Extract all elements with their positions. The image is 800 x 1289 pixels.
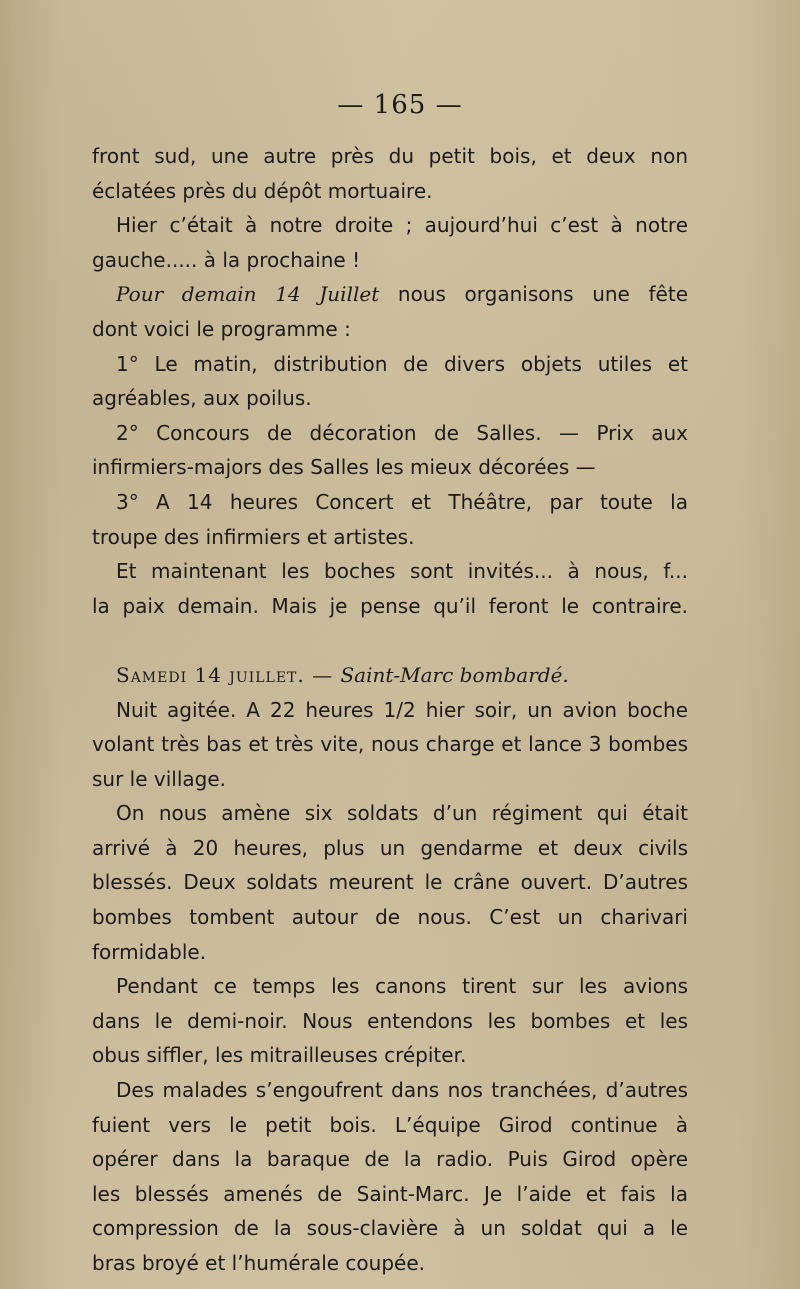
text-line	[92, 208, 688, 243]
text-line	[92, 589, 688, 624]
line-text: On nous amène six soldats d’un régiment qui était	[116, 801, 688, 826]
text-line	[92, 416, 688, 451]
line-text: 1° Le matin, distribution de divers objets utiles et	[116, 351, 688, 376]
text-line	[92, 347, 688, 382]
text-line	[92, 762, 688, 797]
line-text: nous organisons une fête	[397, 282, 688, 307]
page-number: — 165 —	[337, 90, 463, 120]
line-text: fuient vers le petit bois. L’équipe Girod continue à	[92, 1112, 688, 1137]
paragraph-gap	[92, 623, 688, 658]
text-line	[92, 277, 688, 312]
text-line	[92, 935, 688, 970]
line-text: volant très bas et très vite, nous charge et lance 3 bombes	[92, 732, 688, 757]
text-line	[92, 865, 688, 900]
text-line	[92, 554, 688, 589]
text-line	[92, 381, 688, 416]
text-line	[92, 1004, 688, 1039]
text-line	[92, 796, 688, 831]
line-text: dont voici le programme :	[92, 316, 351, 341]
text-line	[92, 969, 688, 1004]
line-text: éclatées près du dépôt mortuaire.	[92, 178, 433, 203]
line-text: Et maintenant les boches sont invités... à nous, f...	[116, 559, 688, 584]
line-text: Pendant ce temps les canons tirent sur les avions	[116, 974, 688, 999]
line-text: Hier c’était à notre droite ; aujourd’hui c’est à notre	[116, 213, 688, 238]
line-text: 2° Concours de décoration de Salles. — Prix aux	[116, 420, 688, 445]
line-text: 3° A 14 heures Concert et Théâtre, par toute la	[116, 489, 688, 514]
text-line	[92, 1108, 688, 1143]
text-line	[92, 900, 688, 935]
text-line	[92, 1038, 688, 1073]
line-text: Nuit agitée. A 22 heures 1/2 hier soir, un avion boche	[116, 697, 688, 722]
line-text: les blessés amenés de Saint-Marc. Je l’aide et fais la	[92, 1181, 688, 1206]
text-line	[92, 450, 688, 485]
text-line	[92, 520, 688, 555]
line-text: front sud, une autre près du petit bois, et deux non	[92, 144, 688, 168]
line-text: compression de la sous-clavière à un soldat qui a le	[92, 1216, 688, 1241]
section-date-heading: Samedi 14 juillet. —	[116, 662, 341, 687]
section-title: Saint-Marc bombardé.	[340, 662, 569, 687]
line-text: arrivé à 20 heures, plus un gendarme et deux civils	[92, 835, 688, 860]
line-text: bras broyé et l’humérale coupée.	[92, 1251, 425, 1275]
text-line	[92, 1073, 688, 1108]
italic-date: Pour demain 14 Juillet	[116, 282, 398, 307]
line-text: opérer dans la baraque de la radio. Puis Girod opère	[92, 1147, 688, 1172]
line-text: agréables, aux poilus.	[92, 386, 312, 411]
text-line	[92, 174, 688, 209]
text-line	[92, 831, 688, 866]
text-line	[92, 243, 688, 278]
line-text: dans le demi-noir. Nous entendons les bombes et les	[92, 1008, 688, 1033]
line-text: obus siffler, les mitrailleuses crépiter.	[92, 1043, 467, 1068]
text-line	[92, 139, 688, 174]
text-line	[92, 1142, 688, 1177]
line-text: la paix demain. Mais je pense qu’il feront le contraire.	[92, 593, 688, 618]
line-text: sur le village.	[92, 766, 227, 791]
line-text: gauche..... à la prochaine !	[92, 247, 361, 272]
text-line	[92, 1177, 688, 1212]
line-text: bombes tombent autour de nous. C’est un charivari	[92, 905, 688, 930]
text-line	[92, 312, 688, 347]
line-text: blessés. Deux soldats meurent le crâne ouvert. D’autres	[92, 870, 688, 895]
text-line	[92, 658, 688, 693]
line-text: infirmiers-majors des Salles les mieux décorées —	[92, 455, 596, 480]
text-line	[92, 1246, 688, 1281]
text-line	[92, 693, 688, 728]
text-line	[92, 727, 688, 762]
text-line	[92, 1211, 688, 1246]
line-text: Des malades s’engoufrent dans nos tranchées, d’autres	[116, 1078, 688, 1103]
body-text	[92, 139, 688, 1281]
line-text: formidable.	[92, 939, 207, 964]
text-line	[92, 485, 688, 520]
line-text: troupe des infirmiers et artistes.	[92, 524, 415, 549]
